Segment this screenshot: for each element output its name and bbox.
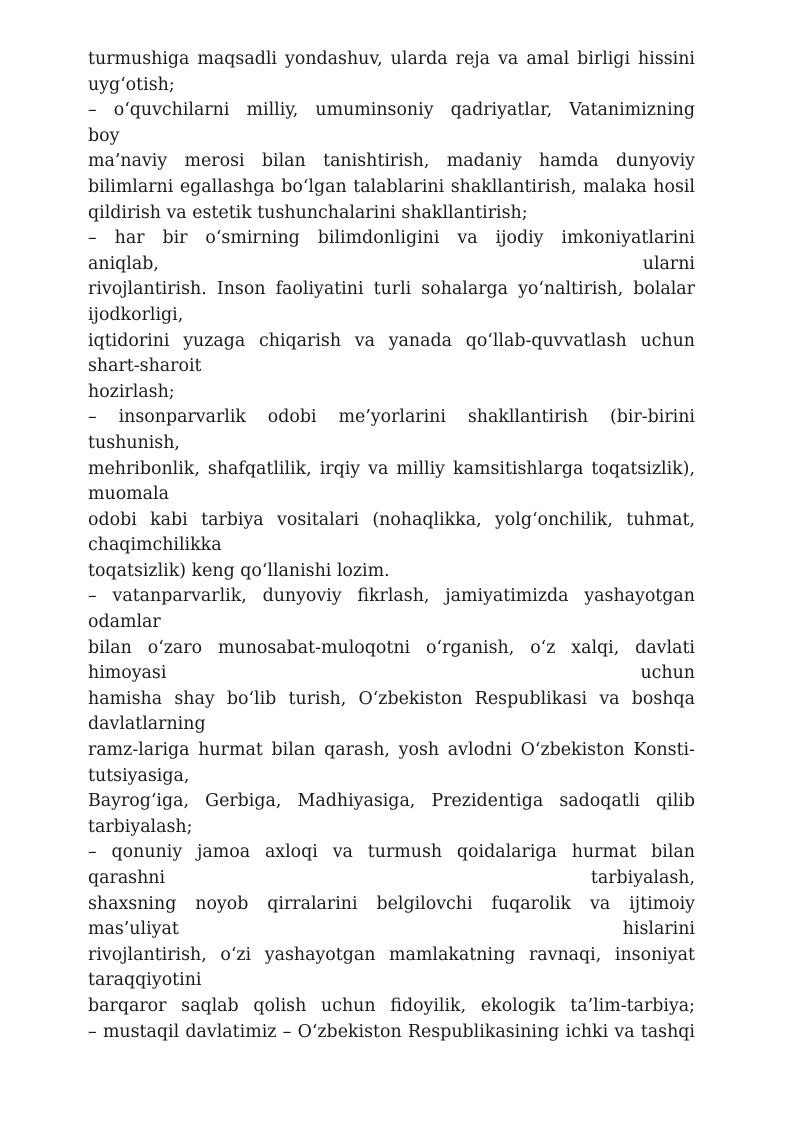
text-line: tarbiyalash; [88, 816, 193, 837]
text-line: aniqlab, ularni [88, 253, 695, 274]
text-line: hamisha shay bo‘lib turish, O‘zbekiston Respublikasi va boshqa [88, 688, 695, 709]
text-line: toqatsizlik) keng qo‘llanishi lozim. [88, 560, 390, 581]
text-line: bilimlarni egallashga bo‘lgan talablarini shakllantirish, malaka hosil [88, 176, 695, 197]
text-line: shaxsning noyob qirralarini belgilovchi fuqarolik va ijtimoiy [88, 893, 695, 914]
text-line: ramz-lariga hurmat bilan qarash, yosh avlodni O‘zbekiston Konsti- [88, 740, 695, 761]
text-line: mehribonlik, shafqatlilik, irqiy va milliy kamsitishlarga toqatsizlik), [88, 458, 695, 479]
text-line: himoyasi uchun [88, 663, 695, 684]
text-line: davlatlarning [88, 714, 206, 735]
text-line: odamlar [88, 612, 161, 633]
body-text [88, 47, 695, 1045]
text-line: chaqimchilikka [88, 535, 222, 556]
text-line: – qonuniy jamoa axloqi va turmush qoidalariga hurmat bilan [88, 842, 695, 863]
text-line: mas’uliyat hislarini [88, 919, 695, 940]
text-line: odobi kabi tarbiya vositalari (nohaqlikka, yolg‘onchilik, tuhmat, [88, 509, 695, 530]
text-line: qildirish va estetik tushunchalarini shakllantirish; [88, 202, 528, 223]
text-line: boy [88, 125, 120, 146]
text-line: uyg‘otish; [88, 74, 175, 95]
text-line: tushunish, [88, 432, 180, 453]
text-line: barqaror saqlab qolish uchun fidoyilik, ekologik ta’lim-tarbiya; [88, 995, 695, 1016]
text-line: – mustaqil davlatimiz – O‘zbekiston Respublikasining ichki va tashqi [88, 1021, 695, 1042]
text-line: ijodkorligi, [88, 304, 184, 325]
text-line: muomala [88, 484, 169, 505]
text-line: bilan o‘zaro munosabat-muloqotni o‘rganish, o‘z xalqi, davlati [88, 637, 695, 658]
text-line: ma’naviy merosi bilan tanishtirish, madaniy hamda dunyoviy [88, 151, 695, 172]
text-line: – o‘quvchilarni milliy, umuminsoniy qadriyatlar, Vatanimizning [88, 100, 695, 121]
text-line: turmushiga maqsadli yondashuv, ularda reja va amal birligi hissini [88, 49, 695, 69]
text-line: tutsiyasiga, [88, 765, 190, 786]
text-line: hozirlash; [88, 381, 175, 402]
text-line: – har bir o‘smirning bilimdonligini va ijodiy imkoniyatlarini [88, 228, 695, 249]
text-line: Bayrog‘iga, Gerbiga, Madhiyasiga, Prezidentiga sadoqatli qilib [88, 791, 695, 812]
text-line: taraqqiyotini [88, 970, 202, 991]
text-line: shart-sharoit [88, 356, 202, 377]
text-line: rivojlantirish. Inson faoliyatini turli sohalarga yo‘naltirish, bolalar [88, 279, 695, 300]
text-line: – insonparvarlik odobi me’yorlarini shakllantirish (bir-birini [88, 407, 695, 428]
text-line: iqtidorini yuzaga chiqarish va yanada qo‘llab-quvvatlash uchun [88, 330, 695, 351]
text-line: qarashni tarbiyalash, [88, 868, 695, 888]
text-line: rivojlantirish, o‘zi yashayotgan mamlakatning ravnaqi, insoniyat [88, 944, 695, 965]
text-line: – vatanparvarlik, dunyoviy fikrlash, jamiyatimizda yashayotgan [88, 586, 695, 607]
